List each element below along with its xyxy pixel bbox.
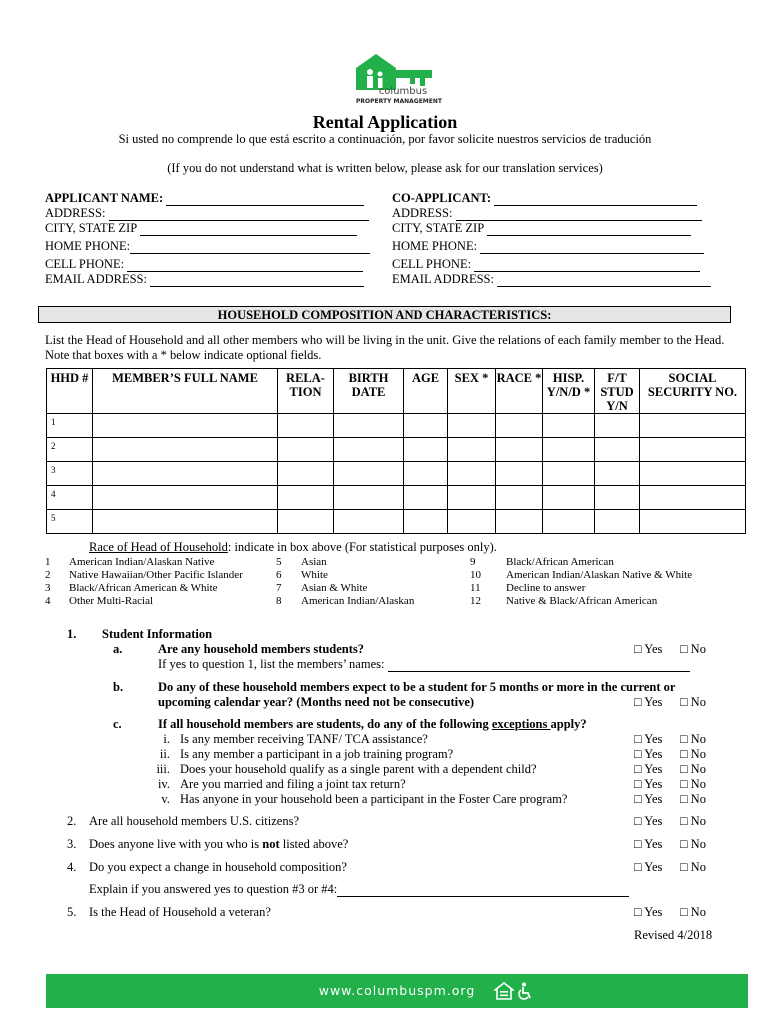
q1c-roman: ii. [159, 747, 170, 761]
race-code-num: 7 [276, 582, 282, 594]
col-header-birth-date: BIRTH DATE [334, 369, 404, 414]
race-code-num: 9 [470, 556, 476, 568]
q1b-text-line1: Do any of these household members expect to be a student for 5 months or more in the current or [158, 680, 676, 694]
q1c-iii-yes-checkbox[interactable]: □ Yes [634, 762, 663, 776]
col-header-relation: RELA- TION [278, 369, 334, 414]
sex-cell[interactable] [448, 462, 496, 486]
coapplicant-cell-phone-field[interactable] [474, 260, 700, 272]
student-names-field[interactable] [388, 660, 690, 672]
q1c-letter: c. [113, 717, 122, 731]
age-cell[interactable] [404, 414, 448, 438]
row-number: 1 [47, 414, 93, 438]
applicant-home-phone-field[interactable] [130, 242, 370, 254]
q1c-sub-text: Has anyone in your household been a participant in the Foster Care program? [180, 792, 568, 806]
birth-date-cell[interactable] [334, 438, 404, 462]
q5-text: Is the Head of Household a veteran? [89, 905, 271, 919]
relation-cell[interactable] [278, 462, 334, 486]
q2-number: 2. [67, 814, 77, 828]
age-cell[interactable] [404, 438, 448, 462]
col-header-name: MEMBER’S FULL NAME [93, 369, 278, 414]
row-number: 2 [47, 438, 93, 462]
race-code-label: Other Multi-Racial [69, 595, 154, 607]
q1c-text: If all household members are students, do any of the following exceptions apply? [158, 717, 587, 731]
q1a-letter: a. [113, 642, 123, 656]
coapplicant-home-phone-field[interactable] [480, 242, 704, 254]
applicant-city-field[interactable] [140, 224, 357, 236]
col-header-sex: SEX * [448, 369, 496, 414]
sex-cell[interactable] [448, 414, 496, 438]
hisp-cell[interactable] [543, 510, 595, 534]
applicant-email-row: EMAIL ADDRESS: [45, 272, 364, 287]
q1c-sub-text: Is any member receiving TANF/ TCA assistance? [180, 732, 428, 746]
row-number: 5 [47, 510, 93, 534]
english-notice: (If you do not understand what is written below, please ask for our translation services) [167, 161, 603, 175]
race-code-num: 6 [276, 569, 282, 581]
coapplicant-email-row: EMAIL ADDRESS: [392, 272, 711, 287]
q1c-roman: i. [163, 732, 170, 746]
member-name-cell[interactable] [93, 510, 278, 534]
explain-field[interactable] [337, 885, 629, 897]
member-name-cell[interactable] [93, 438, 278, 462]
race-cell[interactable] [496, 438, 543, 462]
coapplicant-city-row: CITY, STATE ZIP [392, 221, 691, 236]
section-intro-text: List the Head of Household and all other members who will be living in the unit. Give the relations of each family member to the Head. Note that boxes with a * below indicate optional fields. [45, 333, 725, 362]
table-row [47, 510, 746, 534]
ssn-cell[interactable] [640, 510, 746, 534]
logo-subtitle: PROPERTY MANAGEMENT [356, 98, 442, 105]
applicant-cell-phone-field[interactable] [127, 260, 363, 272]
q4-yes-checkbox[interactable]: □ Yes [634, 860, 663, 874]
race-code-num: 5 [276, 556, 282, 568]
race-code-num: 4 [45, 595, 51, 607]
applicant-email-field[interactable] [150, 275, 364, 287]
birth-date-cell[interactable] [334, 414, 404, 438]
race-cell[interactable] [496, 414, 543, 438]
race-code-label: Native & Black/African American [506, 595, 658, 607]
page-title: Rental Application [312, 112, 458, 132]
q1c-ii-yes-checkbox[interactable]: □ Yes [634, 747, 663, 761]
race-code-label: Asian [301, 556, 327, 568]
coapplicant-cell-phone-row: CELL PHONE: [392, 257, 700, 272]
applicant-name-field[interactable] [166, 194, 364, 206]
q1c-roman: iv. [157, 777, 170, 791]
ssn-cell[interactable] [640, 462, 746, 486]
race-code-num: 1 [45, 556, 51, 568]
sex-cell[interactable] [448, 510, 496, 534]
q1c-roman: iii. [156, 762, 170, 776]
race-code-label: Black/African American [506, 556, 614, 568]
q5-no-checkbox[interactable]: □ No [680, 905, 706, 919]
race-code-label: Native Hawaiian/Other Pacific Islander [69, 569, 243, 581]
q1b-letter: b. [113, 680, 124, 694]
q3-text: Does anyone live with you who is not listed above? [89, 837, 349, 851]
col-header-ssn: SOCIAL SECURITY NO. [640, 369, 746, 414]
age-cell[interactable] [404, 486, 448, 510]
race-cell[interactable] [496, 462, 543, 486]
q1c-v-no-checkbox[interactable]: □ No [680, 792, 706, 806]
table-header-row [47, 369, 746, 414]
revised-date: Revised 4/2018 [634, 928, 713, 942]
race-code-label: Decline to answer [506, 582, 586, 594]
relation-cell[interactable] [278, 486, 334, 510]
coapplicant-name-row: CO-APPLICANT: [392, 191, 697, 206]
q2-yes-checkbox[interactable]: □ Yes [634, 814, 663, 828]
applicant-cell-phone-row: CELL PHONE: [45, 257, 363, 272]
relation-cell[interactable] [278, 414, 334, 438]
age-cell[interactable] [404, 510, 448, 534]
student-cell[interactable] [595, 486, 640, 510]
col-header-hhd: HHD # [47, 369, 93, 414]
q1b-text-line2: upcoming calendar year? (Months need not be consecutive) [158, 695, 475, 709]
table-row [47, 486, 746, 510]
q1c-iii-no-checkbox[interactable]: □ No [680, 762, 706, 776]
race-code-label: White [301, 569, 328, 581]
q3-yes-checkbox[interactable]: □ Yes [634, 837, 663, 851]
q1c-i-yes-checkbox[interactable]: □ Yes [634, 732, 663, 746]
birth-date-cell[interactable] [334, 510, 404, 534]
birth-date-cell[interactable] [334, 486, 404, 510]
q4-text: Do you expect a change in household composition? [89, 860, 347, 874]
spanish-notice: Si usted no comprende lo que está escrito a continuación, por favor solicite nuestros servicios de tradución [118, 132, 652, 146]
race-cell[interactable] [496, 486, 543, 510]
applicant-address-field[interactable] [109, 209, 369, 221]
q5-yes-checkbox[interactable]: □ Yes [634, 905, 663, 919]
ssn-cell[interactable] [640, 438, 746, 462]
q1-title: Student Information [102, 627, 213, 641]
applicant-name-row: APPLICANT NAME: [45, 191, 364, 206]
relation-cell[interactable] [278, 510, 334, 534]
hisp-cell[interactable] [543, 486, 595, 510]
birth-date-cell[interactable] [334, 462, 404, 486]
q1a-no-checkbox[interactable]: □ No [680, 642, 706, 656]
student-cell[interactable] [595, 438, 640, 462]
member-name-cell[interactable] [93, 486, 278, 510]
coapplicant-city-field[interactable] [487, 224, 691, 236]
company-logo [330, 50, 450, 110]
footer-bar [46, 974, 748, 1008]
q4-number: 4. [67, 860, 77, 874]
race-code-num: 8 [276, 595, 282, 607]
q1c-roman: v. [161, 792, 170, 806]
race-code-num: 12 [470, 595, 481, 607]
sex-cell[interactable] [448, 486, 496, 510]
q2-no-checkbox[interactable]: □ No [680, 814, 706, 828]
age-cell[interactable] [404, 462, 448, 486]
accessibility-icon [517, 982, 533, 1000]
coapplicant-name-field[interactable] [494, 194, 697, 206]
logo-name: columbus [378, 86, 428, 97]
section-header-bar: HOUSEHOLD COMPOSITION AND CHARACTERISTICS: [38, 306, 731, 323]
household-members-table [46, 368, 746, 534]
race-code-label: Black/African American & White [69, 582, 218, 594]
q3-no-checkbox[interactable]: □ No [680, 837, 706, 851]
coapplicant-address-field[interactable] [456, 209, 702, 221]
explain-row: Explain if you answered yes to question #3 or #4: [89, 882, 629, 897]
hisp-cell[interactable] [543, 414, 595, 438]
race-code-label: Asian & White [301, 582, 368, 594]
race-code-num: 2 [45, 569, 51, 581]
footer-url[interactable]: www.columbuspm.org [318, 983, 476, 998]
q1c-i-no-checkbox[interactable]: □ No [680, 732, 706, 746]
col-header-race: RACE * [496, 369, 543, 414]
student-cell[interactable] [595, 414, 640, 438]
q1a-text: Are any household members students? [158, 642, 365, 656]
student-cell[interactable] [595, 510, 640, 534]
sex-cell[interactable] [448, 438, 496, 462]
relation-cell[interactable] [278, 438, 334, 462]
race-code-num: 3 [45, 582, 51, 594]
member-name-cell[interactable] [93, 462, 278, 486]
coapplicant-email-field[interactable] [497, 275, 711, 287]
q1-number: 1. [67, 627, 77, 641]
ssn-cell[interactable] [640, 486, 746, 510]
race-code-label: American Indian/Alaskan [301, 595, 415, 607]
q1c-iv-no-checkbox[interactable]: □ No [680, 777, 706, 791]
col-header-student: F/T STUD Y/N [595, 369, 640, 414]
q1b-no-checkbox[interactable]: □ No [680, 695, 706, 709]
q1c-v-yes-checkbox[interactable]: □ Yes [634, 792, 663, 806]
q1a-yes-checkbox[interactable]: □ Yes [634, 642, 663, 656]
race-code-num: 10 [470, 569, 481, 581]
q2-text: Are all household members U.S. citizens? [89, 814, 300, 828]
col-header-hisp: HISP. Y/N/D * [543, 369, 595, 414]
ssn-cell[interactable] [640, 414, 746, 438]
coapplicant-address-row: ADDRESS: [392, 206, 702, 221]
race-cell[interactable] [496, 510, 543, 534]
race-code-label: American Indian/Alaskan Native [69, 556, 215, 568]
q1a-followup: If yes to question 1, list the members’ names: [158, 657, 690, 672]
q1c-ii-no-checkbox[interactable]: □ No [680, 747, 706, 761]
table-row [47, 462, 746, 486]
race-code-label: American Indian/Alaskan Native & White [506, 569, 693, 581]
table-row [47, 414, 746, 438]
q5-number: 5. [67, 905, 77, 919]
equal-housing-icon [494, 982, 514, 1000]
race-code-num: 11 [470, 582, 481, 594]
race-legend-header: Race of Head of Household: indicate in box above (For statistical purposes only). [89, 540, 497, 554]
q4-no-checkbox[interactable]: □ No [680, 860, 706, 874]
hisp-cell[interactable] [543, 462, 595, 486]
row-number: 4 [47, 486, 93, 510]
student-cell[interactable] [595, 462, 640, 486]
table-row [47, 438, 746, 462]
member-name-cell[interactable] [93, 414, 278, 438]
q3-number: 3. [67, 837, 77, 851]
hisp-cell[interactable] [543, 438, 595, 462]
col-header-age: AGE [404, 369, 448, 414]
applicant-address-row: ADDRESS: [45, 206, 369, 221]
q1b-yes-checkbox[interactable]: □ Yes [634, 695, 663, 709]
q1c-iv-yes-checkbox[interactable]: □ Yes [634, 777, 663, 791]
q1c-sub-text: Is any member a participant in a job training program? [180, 747, 454, 761]
q1c-sub-text: Are you married and filing a joint tax return? [180, 777, 406, 791]
row-number: 3 [47, 462, 93, 486]
q1c-sub-text: Does your household qualify as a single parent with a dependent child? [180, 762, 537, 776]
applicant-city-row: CITY, STATE ZIP [45, 221, 357, 236]
applicant-home-phone-row: HOME PHONE: [45, 239, 370, 254]
coapplicant-home-phone-row: HOME PHONE: [392, 239, 704, 254]
